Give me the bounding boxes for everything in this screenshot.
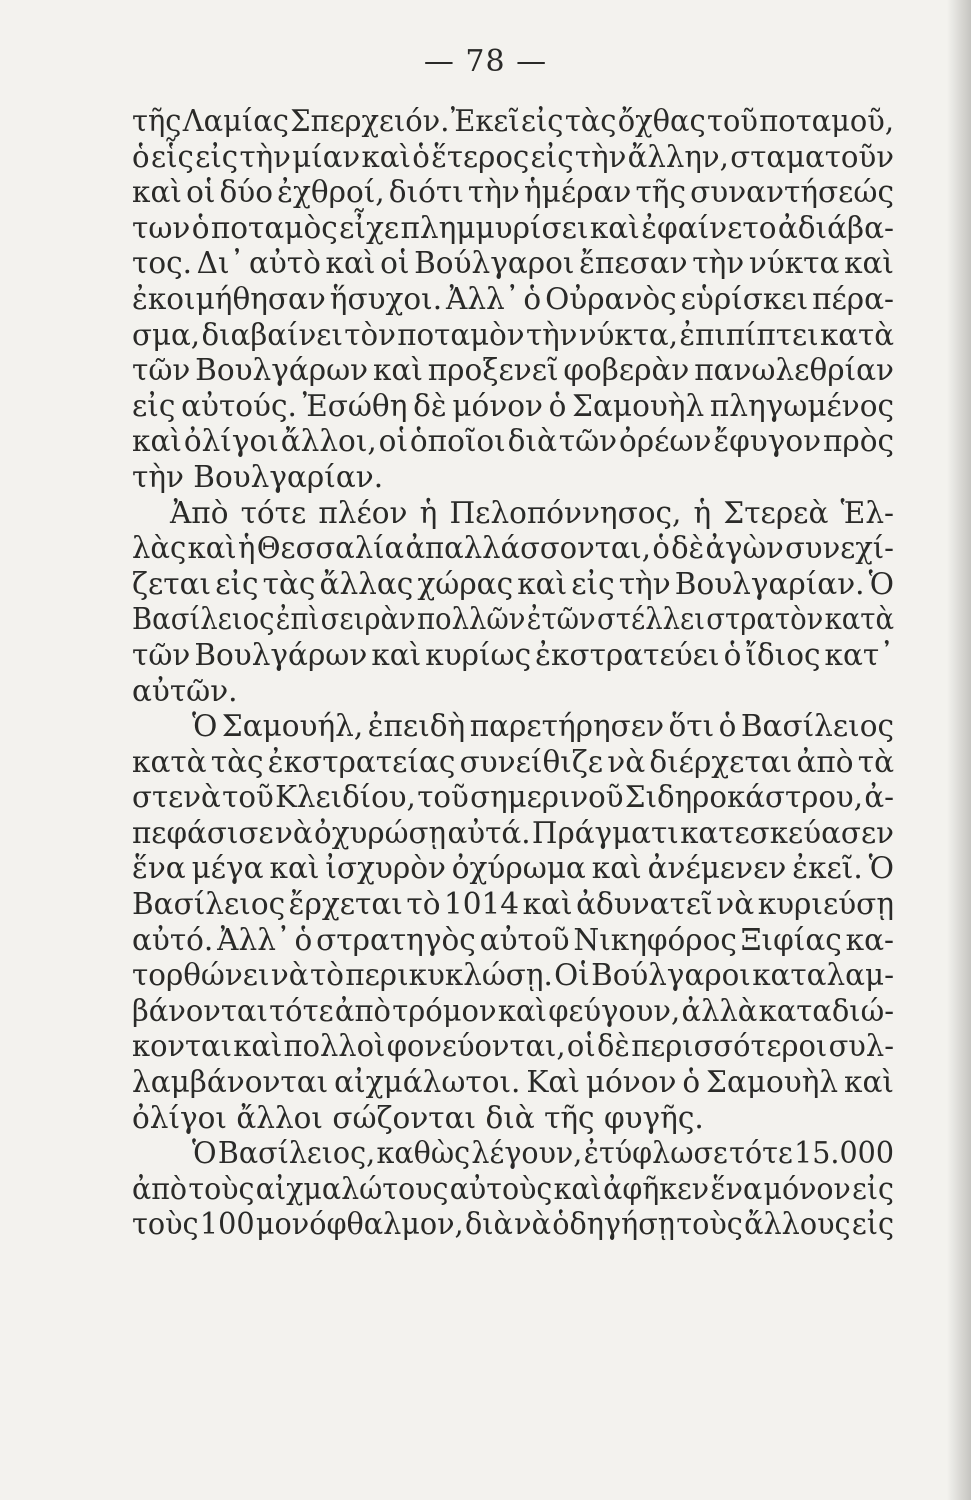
- text-line: τορθώνει νὰ τὸ περικυκλώσῃ. Οἱ Βούλγαροι καταλαμ-: [132, 958, 894, 993]
- text-line: Ὁ Βασίλειος, καθὼς λέγουν, ἐτύφλωσε τότε 15.000: [192, 1136, 894, 1171]
- text-line: Ἀπὸ τότε πλέον ἡ Πελοπόννησος, ἡ Στερεὰ Ἑλ-: [170, 495, 894, 530]
- text-line: ἕνα μέγα καὶ ἰσχυρὸν ὀχύρωμα καὶ ἀνέμενεν ἐκεῖ. Ὁ: [132, 851, 894, 886]
- text-line: καὶ οἱ δύο ἐχθροί, διότι τὴν ἡμέραν τῆς συναντήσεώς: [132, 175, 894, 210]
- paragraph-1: [132, 104, 894, 496]
- text-line: τῶν Βουλγάρων καὶ κυρίως ἐκστρατεύει ὁ ἴδιος κατ᾿: [132, 637, 894, 672]
- text-line: Βασίλειος ἐπὶ σειρὰν πολλῶν ἐτῶν στέλλει στρατὸν κατὰ: [132, 602, 894, 637]
- text-line: κατὰ τὰς ἐκστρατείας συνείθιζε νὰ διέρχεται ἀπὸ τὰ: [132, 744, 894, 779]
- text-line: ὀλίγοι ἄλλοι σώζονται διὰ τῆς φυγῆς.: [132, 1100, 704, 1135]
- text-line: Ὁ Σαμουήλ, ἐπειδὴ παρετήρησεν ὅτι ὁ Βασίλειος: [192, 709, 894, 744]
- text-line: πεφάσισε νὰ ὀχυρώσῃ αὐτά. Πράγματι κατεσκεύασεν: [132, 815, 894, 850]
- text-line: ἀπὸ τοὺς αἰχμαλώτους αὐτοὺς καὶ ἀφῆκεν ἕνα μόνον εἰς: [132, 1171, 894, 1206]
- text-line: ὁ εἷς εἰς τὴν μίαν καὶ ὁ ἕτερος εἰς τὴν ἄλλην, σταματοῦν: [132, 139, 894, 174]
- text-line: αὐτό. Ἀλλ᾿ ὁ στρατηγὸς αὐτοῦ Νικηφόρος Ξιφίας κα-: [132, 922, 894, 957]
- text-line: Βασίλειος ἔρχεται τὸ 1014 καὶ ἀδυνατεῖ νὰ κυριεύσῃ: [132, 887, 894, 922]
- text-line: τὴν Βουλγαρίαν.: [132, 459, 384, 494]
- text-line: στενὰ τοῦ Κλειδίου, τοῦ σημερινοῦ Σιδηροκάστρου, ἀ-: [132, 780, 894, 815]
- body-text: [132, 104, 894, 1243]
- text-line: βάνονται τότε ἀπὸ τρόμον καὶ φεύγουν, ἀλλὰ καταδιώ-: [132, 993, 894, 1028]
- text-line: τῆς Λαμίας Σπερχειόν. Ἐκεῖ εἰς τὰς ὄχθας τοῦ ποταμοῦ,: [132, 104, 894, 138]
- text-line: λὰς καὶ ἡ Θεσσαλία ἀπαλλάσσονται, ὁ δὲ ἀγὼν συνεχί-: [132, 531, 894, 566]
- text-line: σμα, διαβαίνει τὸν ποταμὸν τὴν νύκτα, ἐπιπίπτει κατὰ: [132, 317, 894, 352]
- text-line: κονται καὶ πολλοὶ φονεύονται, οἱ δὲ περισσότεροι συλ-: [132, 1029, 894, 1064]
- text-line: καὶ ὀλίγοι ἄλλοι, οἱ ὁποῖοι διὰ τῶν ὀρέων ἔφυγον πρὸς: [132, 424, 894, 459]
- text-line: ἐκοιμήθησαν ἥσυχοι. Ἀλλ᾿ ὁ Οὐρανὸς εὑρίσκει πέρα-: [132, 281, 894, 316]
- page-number: — 78 —: [423, 44, 548, 79]
- text-line: τοὺς 100 μονόφθαλμον, διὰ νὰ ὁδηγήσῃ τοὺς ἄλλους εἰς: [132, 1207, 894, 1242]
- text-line: τῶν Βουλγάρων καὶ προξενεῖ φοβερὰν πανωλεθρίαν: [132, 353, 894, 388]
- text-line: ζεται εἰς τὰς ἄλλας χώρας καὶ εἰς τὴν Βουλγαρίαν. Ὁ: [132, 566, 894, 601]
- text-line: λαμβάνονται αἰχμάλωτοι. Καὶ μόνον ὁ Σαμουὴλ καὶ: [132, 1065, 894, 1100]
- text-line: τος. Δι᾿ αὐτὸ καὶ οἱ Βούλγαροι ἔπεσαν τὴν νύκτα καὶ: [132, 246, 894, 281]
- text-line: εἰς αὐτούς. Ἐσώθη δὲ μόνον ὁ Σαμουὴλ πληγωμένος: [132, 388, 894, 423]
- text-line: αὐτῶν.: [132, 673, 238, 708]
- paragraph-4: [132, 1136, 894, 1243]
- paragraph-2: [132, 496, 894, 710]
- paragraph-3: [132, 709, 894, 1136]
- text-line: των ὁ ποταμὸς εἶχε πλημμυρίσει καὶ ἐφαίνετο ἀδιάβα-: [132, 210, 894, 245]
- page-edge-shadow: [947, 0, 971, 1500]
